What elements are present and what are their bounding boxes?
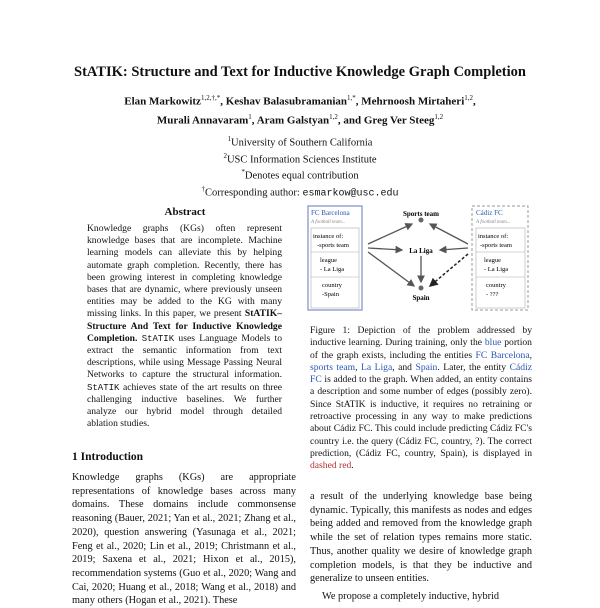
right-attr: country bbox=[486, 282, 506, 289]
right-attr: league bbox=[484, 257, 501, 264]
left-attr: - La Liga bbox=[320, 266, 345, 273]
node-label: Sports team bbox=[403, 210, 439, 218]
caption-text: , and bbox=[392, 361, 416, 373]
abstract-text: achieves state of the art results on three challenging inductive baselines. We further analyze our hybrid model through detailed ablation studies. bbox=[87, 381, 282, 430]
affil-sup: 1 bbox=[227, 135, 232, 143]
equal-contribution-note: Denotes equal contribution bbox=[244, 170, 359, 182]
author-line-2: Murali Annavaram$^1$, Aram Galstyan$^{1,2}$, and Greg Ver Steeg$^{1,2}$ bbox=[156, 112, 444, 127]
author-sup: 1,2 bbox=[329, 112, 338, 121]
left-attr: -sports team bbox=[317, 242, 349, 249]
right-attr: -sports team bbox=[480, 242, 512, 249]
abstract-body bbox=[87, 223, 282, 430]
intro-right-paragraph: We propose a completely inductive, hybrid bbox=[322, 590, 500, 602]
node-label: La Liga bbox=[409, 247, 433, 255]
caption-blue: blue bbox=[484, 337, 502, 349]
caption-entity: Cádiz FC bbox=[310, 361, 533, 386]
figure-1-diagram bbox=[306, 204, 532, 314]
node-spain bbox=[419, 286, 424, 291]
author: Murali Annavaram bbox=[156, 114, 249, 127]
intro-right-paragraph: a result of the underlying knowledge base being dynamic. Typically, this manifests as nodes and edges being added and removed from the knowledge graph while the set of relation types remains more static. Thus, another quality we desire of knowledge graph completion models, is that they be inductive and generalize to unseen entities. bbox=[310, 491, 532, 585]
edge-cadiz-laliga bbox=[440, 248, 468, 250]
intro-left-column: Knowledge graphs (KGs) are appropriate representations of knowledge bases across many domains. These domains include commonsense reasoning (Bauer, 2021; Yan et al., 2021; Zhang et al., 2020), question answering (Yasunaga et al., 2021; Feng et al., 2020; Lin et al., 2019; Christmann et al., 2019; Saxena et al., 2021; Hixon et al., 2015), recommendation systems (Guo et al., 2020; Wang and Cai, 2020; Huang et al., 2018; Wang et al., 2018) and many others (Hogan et al., 2021). These bbox=[72, 472, 296, 607]
author: Keshav Balasubramanian bbox=[225, 95, 348, 108]
author-line-1: Elan Markowitz$^{1,2,\dagger,*}$, Keshav Balasubramanian$^{1,*}$, Mehrnoosh Mirtaheri$^{1,2}$, bbox=[124, 94, 476, 108]
caption-text: . Later, the entity bbox=[437, 361, 510, 373]
edge-cadiz-sportsteam bbox=[430, 224, 468, 244]
author: Mehrnoosh Mirtaheri bbox=[361, 95, 465, 108]
author-sup: 1,2 bbox=[464, 94, 473, 102]
author-sup: 1,2,†,* bbox=[200, 94, 221, 102]
right-box-desc: A football team... bbox=[476, 220, 511, 225]
edge-barca-sportsteam bbox=[368, 224, 412, 244]
author-sup: 1,* bbox=[347, 94, 356, 102]
caption-text: portion of the graph exists, including the entities bbox=[310, 337, 532, 361]
right-attr: - La Liga bbox=[484, 266, 509, 273]
caption-entity: La Liga bbox=[361, 361, 393, 373]
abstract-text: uses Language Models to extract the semantic information from text descriptions, while using Message Passing Neural Networks to capture the structural information. bbox=[87, 332, 282, 381]
edge-barca-laliga bbox=[368, 248, 402, 250]
right-box-title: Cádiz FC bbox=[476, 209, 503, 217]
caption-red: dashed red bbox=[310, 460, 352, 472]
affiliation-2: USC Information Sciences Institute bbox=[226, 154, 377, 165]
caption-text: Figure 1: Depiction of the problem addressed by inductive learning. During training, only the bbox=[310, 325, 532, 349]
caption-text: , bbox=[529, 349, 532, 361]
caption-entity: sports team bbox=[310, 361, 356, 373]
figure-1-caption bbox=[310, 325, 532, 473]
left-attr: -Spain bbox=[322, 291, 339, 298]
left-attr: instance of: bbox=[313, 233, 344, 240]
abstract-mono: StATIK bbox=[141, 333, 175, 344]
right-attr: instance of: bbox=[478, 233, 509, 240]
caption-text: , bbox=[355, 361, 361, 373]
edge-barca-spain bbox=[368, 252, 414, 286]
caption-text: . bbox=[351, 460, 354, 472]
caption-entity: Spain bbox=[415, 361, 438, 373]
author-list bbox=[60, 91, 540, 128]
node-label: Spain bbox=[412, 294, 430, 302]
affil-sup: * bbox=[241, 168, 245, 176]
paper-title: StATIK: Structure and Text for Inductive Knowledge Graph Completion bbox=[74, 64, 526, 80]
intro-right-column bbox=[310, 490, 532, 604]
abstract-text: Knowledge graphs (KGs) often represent knowledge bases that are incomplete. Machine learning models can alleviate this by helping automate graph completion. Recently, there has been growing interest in completing knowledge bases that are dynamic, where previously unseen entities may be added to the KG with many missing links. In this paper, we present bbox=[87, 223, 282, 320]
left-attr: country bbox=[322, 282, 342, 289]
abstract-heading: Abstract bbox=[164, 206, 206, 218]
author: Elan Markowitz bbox=[124, 95, 201, 108]
left-box-desc: A football team... bbox=[311, 220, 346, 225]
affiliation-1: University of Southern California bbox=[231, 137, 373, 149]
caption-entity: FC Barcelona bbox=[475, 349, 530, 361]
email-link[interactable]: esmarkow@usc.edu bbox=[302, 188, 399, 199]
abstract-mono: StATIK bbox=[87, 382, 120, 393]
affil-sup: 2 bbox=[223, 151, 227, 160]
abstract-model-name: StATIK–Structure And Text for Inductive Knowledge Completion. bbox=[87, 308, 282, 344]
and-word: and bbox=[343, 114, 362, 127]
edge-cadiz-spain-predicted bbox=[430, 254, 468, 286]
author-sup: 1,2 bbox=[434, 112, 444, 121]
author-sup: 1 bbox=[248, 112, 252, 121]
node-sports-team bbox=[419, 218, 424, 223]
caption-text: is added to the graph. When added, an entity contains a description and some number of edges (possibly zero). Since StATIK is inductive, it requires no retraining or retroactive processing in any way to make predictions about Cádiz FC. This could include predicting Cádiz FC's country i.e. the query (Cádiz FC, country, ?). The correct prediction, (Cádiz FC, country, Spain), is displayed in bbox=[310, 374, 532, 459]
author: Aram Galstyan bbox=[256, 114, 330, 127]
section-heading-introduction: 1 Introduction bbox=[72, 451, 144, 463]
left-box-title: FC Barcelona bbox=[311, 209, 350, 217]
right-attr: - ??? bbox=[486, 291, 499, 298]
left-attr: league bbox=[320, 257, 337, 264]
affil-sup: † bbox=[201, 184, 206, 193]
author: Greg Ver Steeg bbox=[363, 114, 435, 127]
affiliations bbox=[0, 133, 600, 200]
corresponding-author-label: Corresponding author: bbox=[205, 187, 300, 198]
